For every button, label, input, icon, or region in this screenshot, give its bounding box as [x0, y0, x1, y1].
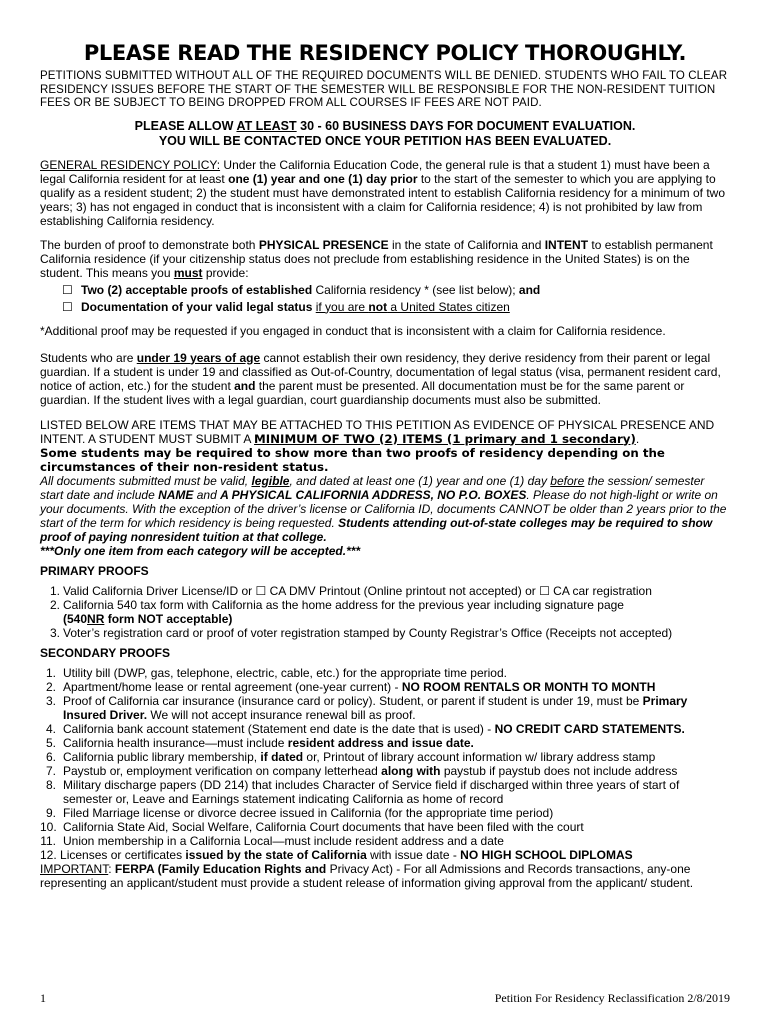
item-number: 11.: [40, 833, 56, 848]
secondary-proofs-heading: SECONDARY PROOFS: [40, 645, 171, 660]
check1-bold: Two (2) acceptable proofs of established: [81, 282, 313, 297]
list-item: [40, 598, 730, 626]
item-number: 2.: [49, 597, 60, 612]
item-not-acceptable: form NOT acceptable): [104, 611, 233, 626]
list-item: [40, 722, 730, 736]
burden-text-2: in the state of California and: [388, 237, 545, 252]
list-item: [40, 666, 730, 680]
check2-ul1: if you are: [315, 299, 369, 314]
important-label: IMPORTANT: [40, 861, 109, 876]
burden-intent: INTENT: [544, 237, 589, 252]
list-item: [40, 778, 730, 806]
item-text-2: We will not accept insurance renewal bill as proof.: [147, 707, 416, 722]
req-text-1: All documents submitted must be valid,: [40, 473, 252, 488]
list-item: [40, 626, 730, 640]
item-number: 5.: [45, 735, 56, 750]
item-bold: if dated: [260, 749, 304, 764]
req-only-one: ***Only one item from each category will be accepted.***: [40, 543, 361, 558]
list-item: [40, 694, 730, 722]
item-text: Military discharge papers (DD 214) that includes Character of Service field if discharged within three years of start of semester or, Leave and Earnings statement indicating California as home of record: [63, 777, 680, 806]
listed-text-2: .: [635, 431, 640, 446]
checklist-item-proofs: [62, 282, 730, 299]
under19-text-1: Students who are: [40, 350, 137, 365]
allow-at-least: AT LEAST: [236, 118, 297, 133]
item-text: Valid California Driver License/ID or ☐ CA DMV Printout (Online printout not accepted) or ☐ CA car registration: [63, 583, 652, 598]
footer-title: Petition For Residency Reclassification 2/8/2019: [494, 991, 730, 1005]
page-title: PLEASE READ THE RESIDENCY POLICY THOROUGHLY.: [83, 41, 687, 65]
item-text: Utility bill (DWP, gas, telephone, electric, cable, etc.) for the appropriate time period.: [63, 665, 507, 680]
burden-text-4: provide:: [202, 265, 249, 280]
item-bold-2: NO HIGH SCHOOL DIPLOMAS: [460, 847, 633, 862]
list-item: [40, 806, 730, 820]
req-name: NAME: [158, 487, 194, 502]
documents-requirements: [40, 474, 730, 558]
under19-age: under 19 years of age: [136, 350, 261, 365]
item-text: Voter’s registration card or proof of voter registration stamped by County Registrar’s Office (Receipts not accepted): [63, 625, 673, 640]
burden-paragraph: [40, 238, 730, 280]
primary-proofs-list: [40, 584, 730, 640]
item-bold: issued by the state of California: [185, 847, 367, 862]
under19-text-2: cannot establish their own residency, they derive residency from their parent or legal guardian. If a student is under 19 and classified as Out-of-Country, documentation of legal status (visa, permanent resident card, notice of action, etc.) for the student: [40, 350, 721, 393]
item-number: 8.: [45, 777, 56, 792]
item-text: Proof of California car insurance (insurance card or policy). Student, or parent if student is under 19, must be: [63, 693, 643, 708]
list-item: [40, 680, 730, 694]
item-bold: along with: [381, 763, 441, 778]
general-policy: [40, 158, 730, 228]
item-text-2: paystub if paystub does not include address: [440, 763, 678, 778]
item-540: (540: [63, 611, 88, 626]
under19-text-3: the parent must be presented. All documentation must be for the same parent or guardian. If the student lives with a legal guardian, court guardianship documents must also be submitted.: [40, 378, 685, 407]
list-item: [40, 764, 730, 778]
burden-physical: PHYSICAL PRESENCE: [258, 237, 389, 252]
warning-text: PETITIONS SUBMITTED WITHOUT ALL OF THE REQUIRED DOCUMENTS WILL BE DENIED. STUDENTS WHO FAIL TO CLEAR RESIDENCY ISSUES BEFORE THE START OF THE SEMESTER WILL BE RESPONSIBLE FOR THE NON-RESIDENT TUITION FEES OR BE SUBJECT TO BEING DROPPED FROM ALL COURSES IF FEES ARE NOT PAID.: [40, 70, 728, 109]
list-item: [40, 750, 730, 764]
under-19-paragraph: [40, 351, 730, 407]
list-item: [40, 584, 730, 598]
item-number: 1.: [45, 665, 56, 680]
under19-and: and: [234, 378, 256, 393]
allow-post: 30 - 60 BUSINESS DAYS FOR DOCUMENT EVALUATION.: [296, 118, 636, 133]
item-text: California 540 tax form with California as the home address for the previous year including signature page: [63, 597, 624, 612]
list-item: [40, 834, 730, 848]
item-text: Apartment/home lease or rental agreement (one-year current) -: [63, 679, 402, 694]
burden-text-1: The burden of proof to demonstrate both: [40, 237, 259, 252]
item-text: California State Aid, Social Welfare, California Court documents that have been filed with the court: [63, 819, 584, 834]
list-item: [40, 820, 730, 834]
item-text-2: [63, 612, 232, 626]
item-text: Union membership in a California Local—must include resident address and a date: [63, 833, 504, 848]
page-number: 1: [40, 991, 46, 1005]
check2-ul2: a United States citizen: [387, 299, 510, 314]
checkbox-icon[interactable]: ☐: [62, 282, 73, 297]
general-text-2: to the start of the semester to which you are applying to qualify as a resident student; 2) the student must have demonstrated intent to establish California residency for a minimum of two years; 3) has not engaged in conduct that is inconsistent with a claim for California residence; 4) is not prohibited by law from establishing California residency.: [40, 171, 726, 228]
item-number: 9.: [45, 805, 56, 820]
checkbox-icon[interactable]: ☐: [62, 299, 73, 314]
ferpa-bold: FERPA (Family Education Rights and: [114, 861, 327, 876]
list-item: [40, 736, 730, 750]
allow-notice: [40, 119, 730, 149]
secondary-proofs-list: [40, 666, 730, 862]
item-text: Paystub or, employment verification on company letterhead: [63, 763, 382, 778]
list-item: [40, 848, 730, 862]
item-number: 10.: [40, 819, 57, 834]
primary-proofs-heading: PRIMARY PROOFS: [40, 563, 149, 578]
req-text-3: the session/ semester start date and include: [40, 473, 705, 502]
item-text: California health insurance—must include: [63, 735, 288, 750]
item-number: 3.: [49, 625, 60, 640]
checklist-item-legal-status: [62, 299, 730, 316]
item-number: 4.: [45, 721, 56, 736]
ferpa-notice: [40, 862, 730, 890]
req-out-of-state: Students attending out-of-state colleges may be required to show proof of paying nonresident tuition at that college.: [40, 515, 713, 544]
req-text-4: and: [193, 487, 221, 502]
listed-items-paragraph: [40, 418, 730, 474]
item-number: 7.: [45, 763, 56, 778]
item-text-2: with issue date -: [366, 847, 461, 862]
listed-some-students: Some students may be required to show more than two proofs of residency depending on the circumstances of their non-resident status.: [40, 445, 665, 474]
important-colon: :: [108, 861, 115, 876]
document-page: [40, 40, 730, 890]
check2-not: not: [368, 299, 388, 314]
item-text: Licenses or certificates: [60, 847, 186, 862]
check2-underlined: [316, 300, 510, 314]
item-nr: NR: [87, 611, 105, 626]
item-number: 12.: [40, 847, 61, 862]
check1-and: and: [518, 282, 541, 297]
check2-bold: Documentation of your valid legal status: [81, 299, 313, 314]
allow-line2: YOU WILL BE CONTACTED ONCE YOUR PETITION HAS BEEN EVALUATED.: [158, 133, 612, 148]
additional-proof-note: *Additional proof may be requested if you engaged in conduct that is inconsistent with a claim for California residence.: [40, 323, 666, 338]
item-number: 2.: [45, 679, 56, 694]
general-label: GENERAL RESIDENCY POLICY:: [40, 157, 221, 172]
item-text-2: or, Printout of library account information w/ library address stamp: [303, 749, 656, 764]
listed-text-1: LISTED BELOW ARE ITEMS THAT MAY BE ATTACHED TO THIS PETITION AS EVIDENCE OF PHYSICAL PRESENCE AND INTENT. A STUDENT MUST SUBMIT A: [40, 417, 715, 446]
burden-must: must: [173, 265, 203, 280]
item-bold: NO CREDIT CARD STATEMENTS.: [494, 721, 685, 736]
item-number: 3.: [45, 693, 56, 708]
general-text-1: Under the California Education Code, the general rule is that a student 1) must have been a legal California resident for at least: [40, 157, 710, 186]
item-text: Filed Marriage license or divorce decree issued in California (for the appropriate time period): [63, 805, 554, 820]
item-number: 6.: [45, 749, 56, 764]
item-bold: NO ROOM RENTALS OR MONTH TO MONTH: [401, 679, 656, 694]
item-bold: Primary Insured Driver.: [63, 693, 688, 722]
check1-rest: California residency * (see list below);: [312, 282, 519, 297]
item-text: California bank account statement (Statement end date is the date that is used) -: [63, 721, 495, 736]
ferpa-text: Privacy Act) - For all Admissions and Records transactions, any-one representing an applicant/student must provide a student release of information giving approval from the applicant/ student.: [40, 861, 694, 890]
allow-pre: PLEASE ALLOW: [134, 118, 237, 133]
item-bold: resident address and issue date.: [287, 735, 474, 750]
required-checklist: [62, 282, 730, 316]
burden-text-3: to establish permanent California residence (if your citizenship status does not preclude from establishing residence in the United States) is on the student. This means you: [40, 237, 713, 280]
item-number: 1.: [49, 583, 60, 598]
req-text-2: , and dated at least one (1) year and one (1) day: [289, 473, 551, 488]
item-text: California public library membership,: [63, 749, 261, 764]
req-legible: legible: [251, 473, 290, 488]
req-before: before: [550, 473, 585, 488]
general-bold: one (1) year and one (1) day prior: [228, 171, 418, 186]
listed-minimum: MINIMUM OF TWO (2) ITEMS (1 primary and 1 secondary): [254, 431, 636, 446]
req-address: A PHYSICAL CALIFORNIA ADDRESS, NO P.O. BOXES: [220, 487, 527, 502]
req-text-5: . Please do not high-light or write on your documents. With the exception of the driver’s license or California ID, documents CANNOT be older than 2 years prior to the start of the term for which residency is being requested.: [40, 487, 727, 530]
